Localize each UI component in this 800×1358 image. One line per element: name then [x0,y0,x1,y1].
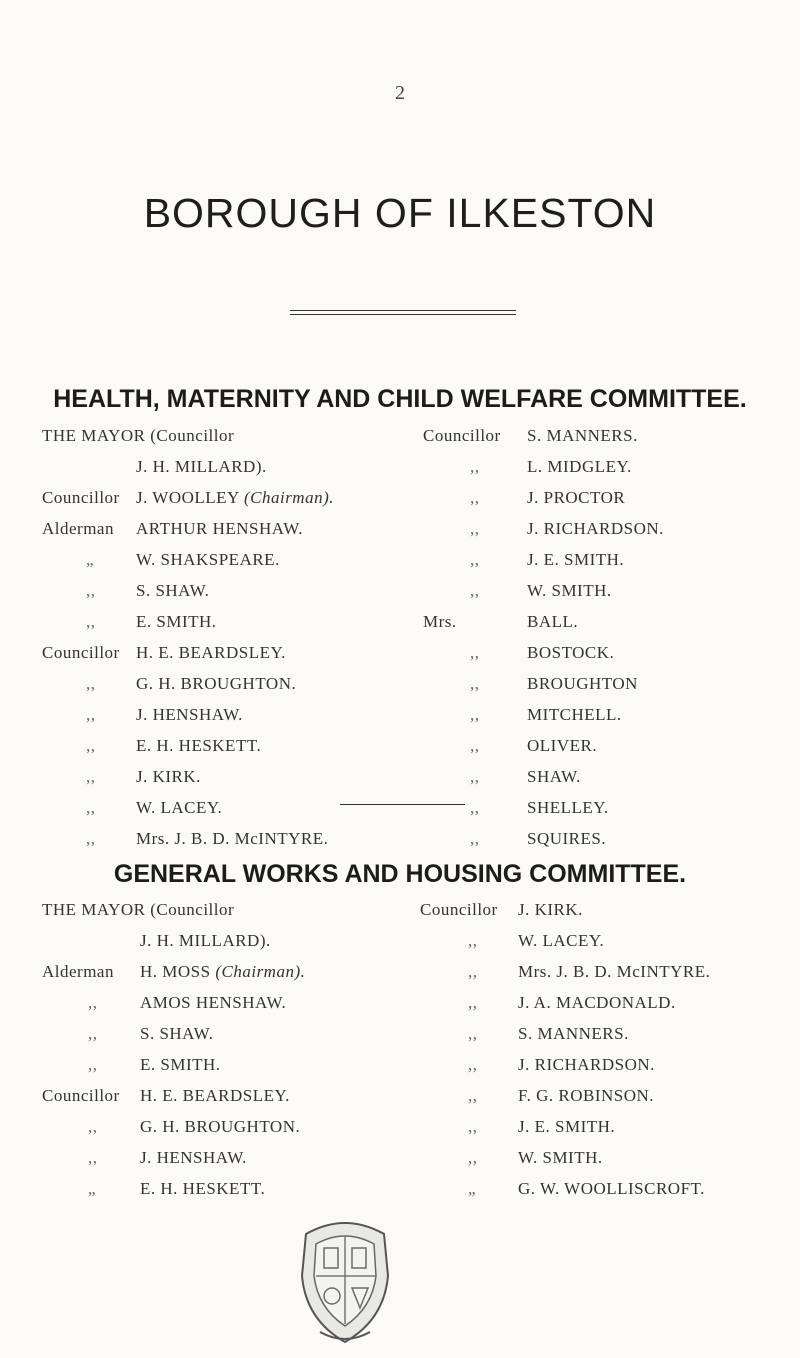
member-row [420,1148,795,1179]
member-row [420,1086,795,1117]
member-row [423,426,793,457]
member-name: J. RICHARDSON. [527,519,664,538]
ditto-mark: ,, [86,612,96,631]
member-name: W. LACEY. [518,931,605,950]
member-row [42,1086,412,1117]
chairman-note: (Chairman). [243,488,334,507]
ditto-mark: „ [88,1179,97,1198]
member-row [423,736,793,767]
member-title: Mrs. [423,612,457,631]
member-name: J. E. SMITH. [518,1117,616,1136]
member-row [420,1024,795,1055]
ditto-mark: ,, [470,674,480,693]
member-row [42,1179,412,1210]
member-name: G. H. BROUGHTON. [140,1117,301,1136]
member-name: J. H. MILLARD). [136,457,267,476]
member-row [42,705,412,736]
member-name: G. H. BROUGHTON. [136,674,297,693]
member-name: SQUIRES. [527,829,607,848]
member-name: J. HENSHAW. [140,1148,247,1167]
ditto-mark: ,, [86,767,96,786]
member-row [423,519,793,550]
page-number: 2 [395,82,405,104]
ditto-mark: „ [86,550,95,569]
member-row [423,488,793,519]
ditto-mark: ,, [86,674,96,693]
ditto-mark: ,, [470,488,480,507]
member-name: W. SMITH. [518,1148,603,1167]
member-name: S. SHAW. [140,1024,214,1043]
ditto-mark: ,, [88,993,98,1012]
borough-crest-seal [286,1212,404,1346]
member-name: Mrs. J. B. D. McINTYRE. [518,962,711,981]
member-row [42,1117,412,1148]
ditto-mark: ,, [468,1055,478,1074]
ditto-mark: ,, [470,829,480,848]
member-title: THE MAYOR (Councillor [42,900,235,919]
member-name: W. SMITH. [527,581,612,600]
member-name: H. E. BEARDSLEY. [140,1086,290,1105]
member-row [423,457,793,488]
member-row [42,674,412,705]
member-name: BOSTOCK. [527,643,615,662]
member-row [42,457,412,488]
member-title: Councillor [42,1086,120,1105]
ditto-mark: ,, [86,705,96,724]
member-row [42,1148,412,1179]
ditto-mark: ,, [468,931,478,950]
ditto-mark: ,, [470,767,480,786]
ditto-mark: ,, [470,519,480,538]
member-name: J. RICHARDSON. [518,1055,655,1074]
member-name: S. MANNERS. [527,426,638,445]
member-name: W. SHAKSPEARE. [136,550,280,569]
ditto-mark: ,, [468,1117,478,1136]
ditto-mark: ,, [468,1086,478,1105]
works-committee-left-column [42,900,412,1210]
member-title: Councillor [420,900,498,919]
ditto-mark: ,, [470,643,480,662]
ditto-mark: ,, [468,993,478,1012]
member-row [423,550,793,581]
member-name: E. H. HESKETT. [140,1179,266,1198]
member-row [420,1055,795,1086]
ditto-mark: ,, [470,581,480,600]
health-committee-heading: HEALTH, MATERNITY AND CHILD WELFARE COMMITTEE. [53,385,747,413]
member-row [42,550,412,581]
member-row [423,705,793,736]
member-row [420,900,795,931]
ditto-mark: ,, [86,581,96,600]
member-row [42,488,412,519]
ditto-mark: ,, [88,1024,98,1043]
member-name: W. LACEY. [136,798,223,817]
member-row [42,612,412,643]
document-title: BOROUGH OF ILKESTON [143,190,657,236]
ditto-mark: ,, [468,1024,478,1043]
member-name: MITCHELL. [527,705,622,724]
member-name: E. SMITH. [140,1055,221,1074]
member-title: Alderman [42,962,114,981]
member-name: J. WOOLLEY (Chairman). [136,488,334,507]
works-committee-right-column [420,900,795,1210]
member-name: G. W. WOOLLISCROFT. [518,1179,705,1198]
member-title: Councillor [423,426,501,445]
member-row [423,829,793,860]
ditto-mark: ,, [468,1148,478,1167]
member-row [42,581,412,612]
member-row [42,829,412,860]
member-name: J. A. MACDONALD. [518,993,676,1012]
member-row [42,962,412,993]
ditto-mark: ,, [86,798,96,817]
member-name: H. MOSS (Chairman). [140,962,306,981]
member-name: J. PROCTOR [527,488,626,507]
member-row [42,900,412,931]
ditto-mark: ,, [470,705,480,724]
member-row [42,643,412,674]
member-row [423,612,793,643]
member-name: SHELLEY. [527,798,609,817]
member-row [423,581,793,612]
member-name: SHAW. [527,767,581,786]
member-row [420,1179,795,1210]
member-name: BROUGHTON [527,674,638,693]
member-row [420,993,795,1024]
section-divider [340,804,465,805]
works-committee-heading: GENERAL WORKS AND HOUSING COMMITTEE. [113,860,687,888]
ditto-mark: ,, [88,1148,98,1167]
double-rule-divider [290,310,516,315]
member-name: E. H. HESKETT. [136,736,262,755]
member-name: J. H. MILLARD). [140,931,271,950]
member-row [423,767,793,798]
member-name: E. SMITH. [136,612,217,631]
member-row [42,767,412,798]
ditto-mark: ,, [88,1117,98,1136]
member-row [420,962,795,993]
member-title: THE MAYOR (Councillor [42,426,235,445]
member-row [423,674,793,705]
member-row [42,519,412,550]
member-name: H. E. BEARDSLEY. [136,643,286,662]
member-row [420,1117,795,1148]
member-row [42,1055,412,1086]
member-name: OLIVER. [527,736,598,755]
member-row [42,798,412,829]
ditto-mark: ,, [470,457,480,476]
member-row [42,993,412,1024]
member-title: Alderman [42,519,114,538]
member-name: Mrs. J. B. D. McINTYRE. [136,829,329,848]
member-name: S. MANNERS. [518,1024,629,1043]
member-row [42,931,412,962]
ditto-mark: ,, [88,1055,98,1074]
member-title: Councillor [42,488,120,507]
member-title: Councillor [42,643,120,662]
member-row [42,1024,412,1055]
member-name: F. G. ROBINSON. [518,1086,655,1105]
ditto-mark: ,, [470,798,480,817]
ditto-mark: ,, [86,736,96,755]
member-name: J. HENSHAW. [136,705,243,724]
member-row [423,798,793,829]
member-name: ARTHUR HENSHAW. [136,519,303,538]
member-name: BALL. [527,612,579,631]
member-row [420,931,795,962]
ditto-mark: ,, [470,550,480,569]
member-name: AMOS HENSHAW. [140,993,287,1012]
member-row [423,643,793,674]
chairman-note: (Chairman). [215,962,306,981]
ditto-mark: ,, [86,829,96,848]
ditto-mark: ,, [468,962,478,981]
member-row [42,426,412,457]
ditto-mark: ,, [470,736,480,755]
member-name: J. KIRK. [136,767,201,786]
member-name: J. E. SMITH. [527,550,625,569]
health-committee-left-column [42,426,412,860]
member-name: J. KIRK. [518,900,583,919]
member-name: L. MIDGLEY. [527,457,632,476]
member-row [42,736,412,767]
ditto-mark: „ [468,1179,477,1198]
member-name: S. SHAW. [136,581,210,600]
health-committee-right-column [423,426,793,860]
